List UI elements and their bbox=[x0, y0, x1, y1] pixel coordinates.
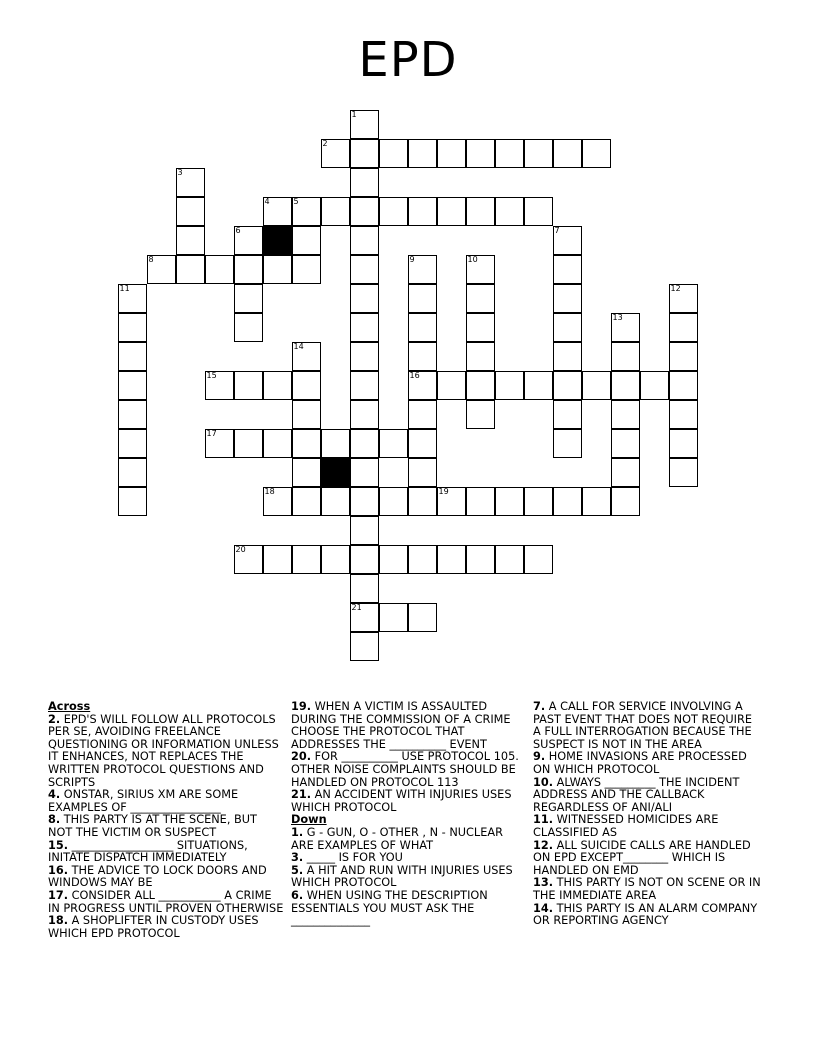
grid-cell[interactable] bbox=[350, 313, 379, 342]
down-clue bbox=[533, 751, 763, 776]
cell-number: 18 bbox=[264, 487, 275, 496]
grid-cell[interactable] bbox=[408, 487, 437, 516]
clue-number: 17. bbox=[48, 888, 69, 902]
grid-cell[interactable] bbox=[553, 313, 582, 342]
across-clue bbox=[48, 890, 284, 915]
clue-number: 15. bbox=[48, 838, 69, 852]
clue-text: ALL SUICIDE CALLS ARE HANDLED ON EPD EXCEPT________ WHICH IS HANDLED ON EMD bbox=[533, 838, 751, 877]
grid-cell[interactable] bbox=[176, 226, 205, 255]
clue-text: A HIT AND RUN WITH INJURIES USES WHICH PROTOCOL bbox=[291, 863, 513, 890]
down-clue bbox=[533, 877, 763, 902]
grid-cell[interactable] bbox=[118, 400, 147, 429]
grid-cell[interactable] bbox=[408, 545, 437, 574]
grid-cell[interactable] bbox=[669, 371, 698, 400]
grid-cell[interactable] bbox=[118, 313, 147, 342]
grid-cell[interactable] bbox=[292, 545, 321, 574]
cell-number: 15 bbox=[206, 371, 217, 380]
grid-cell[interactable] bbox=[350, 226, 379, 255]
clue-text: THIS PARTY IS AT THE SCENE, BUT NOT THE VICTIM OR SUSPECT bbox=[48, 813, 257, 839]
clue-text: __________________ SITUATIONS, INITATE DISPATCH IMMEDIATELY bbox=[48, 838, 248, 865]
grid-cell[interactable] bbox=[379, 429, 408, 458]
grid-cell[interactable] bbox=[118, 284, 147, 313]
grid-cell[interactable] bbox=[350, 574, 379, 603]
grid-cell[interactable] bbox=[495, 371, 524, 400]
grid-cell[interactable] bbox=[292, 400, 321, 429]
clue-number: 11. bbox=[533, 813, 554, 827]
grid-cell[interactable] bbox=[553, 226, 582, 255]
grid-cell[interactable] bbox=[292, 342, 321, 371]
grid-cell[interactable] bbox=[582, 139, 611, 168]
grid-cell[interactable] bbox=[466, 545, 495, 574]
grid-cell[interactable] bbox=[321, 429, 350, 458]
clue-text: THE ADVICE TO LOCK DOORS AND WINDOWS MAY BE bbox=[48, 863, 267, 890]
grid-cell[interactable] bbox=[350, 197, 379, 226]
grid-cell[interactable] bbox=[611, 487, 640, 516]
cell-number: 8 bbox=[148, 255, 154, 264]
grid-cell[interactable] bbox=[350, 371, 379, 400]
cell-number: 6 bbox=[235, 226, 241, 235]
down-clue bbox=[533, 840, 763, 878]
clue-number: 3. bbox=[291, 851, 304, 865]
grid-cell[interactable] bbox=[495, 545, 524, 574]
grid-cell[interactable] bbox=[611, 458, 640, 487]
cell-number: 12 bbox=[670, 284, 681, 293]
clue-number: 7. bbox=[533, 700, 546, 713]
grid-cell[interactable] bbox=[408, 313, 437, 342]
grid-cell[interactable] bbox=[524, 197, 553, 226]
across-header: Across bbox=[48, 700, 91, 713]
grid-cell[interactable] bbox=[234, 429, 263, 458]
grid-cell[interactable] bbox=[350, 603, 379, 632]
grid-cell[interactable] bbox=[437, 139, 466, 168]
grid-cell[interactable] bbox=[669, 342, 698, 371]
grid-cell[interactable] bbox=[118, 487, 147, 516]
grid-cell[interactable] bbox=[408, 197, 437, 226]
across-clue bbox=[48, 814, 284, 839]
grid-cell[interactable] bbox=[611, 342, 640, 371]
grid-cell[interactable] bbox=[350, 284, 379, 313]
cell-number: 5 bbox=[293, 197, 299, 206]
down-clue bbox=[533, 814, 763, 839]
down-clue bbox=[291, 865, 523, 890]
grid-cell[interactable] bbox=[379, 197, 408, 226]
clue-text: G - GUN, O - OTHER , N - NUCLEAR ARE EXAMPLES OF WHAT bbox=[291, 825, 503, 852]
across-clue-list bbox=[48, 714, 284, 941]
clue-number: 10. bbox=[533, 775, 554, 789]
black-cell bbox=[321, 458, 350, 487]
grid-cell[interactable] bbox=[582, 371, 611, 400]
grid-cell[interactable] bbox=[118, 429, 147, 458]
grid-cell[interactable] bbox=[408, 371, 437, 400]
cell-number: 3 bbox=[177, 168, 183, 177]
grid-cell[interactable] bbox=[408, 429, 437, 458]
grid-cell[interactable] bbox=[466, 342, 495, 371]
cell-number: 21 bbox=[351, 603, 362, 612]
clue-text: _____ IS FOR YOU bbox=[306, 851, 403, 865]
grid-cell[interactable] bbox=[408, 603, 437, 632]
cell-number: 20 bbox=[235, 545, 246, 554]
down-clue-list-cont bbox=[533, 701, 763, 928]
clue-number: 19. bbox=[291, 700, 312, 713]
across-clue bbox=[48, 840, 284, 865]
grid-cell[interactable] bbox=[292, 371, 321, 400]
grid-cell[interactable] bbox=[118, 458, 147, 487]
grid-cell[interactable] bbox=[611, 429, 640, 458]
grid-cell[interactable] bbox=[292, 226, 321, 255]
grid-cell[interactable] bbox=[408, 284, 437, 313]
grid-cell[interactable] bbox=[350, 632, 379, 661]
clues-column-3 bbox=[533, 701, 763, 928]
clue-number: 18. bbox=[48, 914, 69, 928]
grid-cell[interactable] bbox=[408, 342, 437, 371]
clue-number: 21. bbox=[291, 788, 312, 802]
clue-number: 16. bbox=[48, 863, 69, 877]
down-clue bbox=[291, 827, 523, 852]
grid-cell[interactable] bbox=[350, 516, 379, 545]
grid-cell[interactable] bbox=[292, 429, 321, 458]
clue-text: HOME INVASIONS ARE PROCESSED ON WHICH PROTOCOL bbox=[533, 750, 747, 776]
clue-text: ONSTAR, SIRIUS XM ARE SOME EXAMPLES OF ________________ bbox=[48, 788, 239, 814]
grid-cell[interactable] bbox=[147, 255, 176, 284]
grid-cell[interactable] bbox=[669, 400, 698, 429]
grid-cell[interactable] bbox=[321, 487, 350, 516]
grid-cell[interactable] bbox=[524, 371, 553, 400]
grid-cell[interactable] bbox=[611, 313, 640, 342]
across-clue bbox=[48, 915, 284, 940]
across-clue bbox=[291, 701, 523, 751]
grid-cell[interactable] bbox=[379, 487, 408, 516]
grid-cell[interactable] bbox=[408, 400, 437, 429]
grid-cell[interactable] bbox=[350, 168, 379, 197]
grid-cell[interactable] bbox=[495, 197, 524, 226]
grid-cell[interactable] bbox=[234, 255, 263, 284]
grid-cell[interactable] bbox=[350, 255, 379, 284]
cell-number: 7 bbox=[554, 226, 560, 235]
grid-cell[interactable] bbox=[466, 255, 495, 284]
grid-cell[interactable] bbox=[292, 458, 321, 487]
grid-cell[interactable] bbox=[176, 255, 205, 284]
cell-number: 9 bbox=[409, 255, 415, 264]
cell-number: 17 bbox=[206, 429, 217, 438]
grid-cell[interactable] bbox=[466, 197, 495, 226]
grid-cell[interactable] bbox=[350, 139, 379, 168]
grid-cell[interactable] bbox=[263, 545, 292, 574]
down-clue bbox=[533, 777, 763, 815]
grid-cell[interactable] bbox=[466, 400, 495, 429]
grid-cell[interactable] bbox=[292, 197, 321, 226]
clue-number: 6. bbox=[291, 888, 304, 902]
clue-number: 13. bbox=[533, 876, 554, 890]
grid-cell[interactable] bbox=[495, 139, 524, 168]
clue-number: 1. bbox=[291, 825, 304, 839]
grid-cell[interactable] bbox=[466, 487, 495, 516]
grid-cell[interactable] bbox=[669, 429, 698, 458]
grid-cell[interactable] bbox=[553, 400, 582, 429]
clue-number: 2. bbox=[48, 712, 61, 726]
grid-cell[interactable] bbox=[263, 487, 292, 516]
cell-number: 10 bbox=[467, 255, 478, 264]
grid-cell[interactable] bbox=[495, 487, 524, 516]
grid-cell[interactable] bbox=[234, 313, 263, 342]
grid-cell[interactable] bbox=[553, 255, 582, 284]
grid-cell[interactable] bbox=[350, 342, 379, 371]
grid-cell[interactable] bbox=[582, 487, 611, 516]
black-cell bbox=[263, 226, 292, 255]
grid-cell[interactable] bbox=[611, 400, 640, 429]
down-clue bbox=[291, 890, 523, 928]
grid-cell[interactable] bbox=[379, 545, 408, 574]
grid-cell[interactable] bbox=[263, 371, 292, 400]
grid-cell[interactable] bbox=[553, 429, 582, 458]
clue-number: 5. bbox=[291, 863, 304, 877]
down-clue bbox=[533, 903, 763, 928]
clue-text: WHEN A VICTIM IS ASSAULTED DURING THE COMMISSION OF A CRIME CHOOSE THE PROTOCOL THAT ADDRESSES THE __________ EVENT bbox=[291, 700, 511, 751]
clue-text: A SHOPLIFTER IN CUSTODY USES WHICH EPD PROTOCOL bbox=[48, 914, 259, 940]
across-clue-list-cont bbox=[291, 701, 523, 814]
grid-cell[interactable] bbox=[669, 284, 698, 313]
clue-text: A CALL FOR SERVICE INVOLVING A PAST EVENT THAT DOES NOT REQUIRE A FULL INTERROGATION BECAUSE THE SUSPECT IS NOT IN THE AREA bbox=[533, 700, 752, 751]
grid-cell[interactable] bbox=[176, 197, 205, 226]
grid-cell[interactable] bbox=[553, 284, 582, 313]
grid-cell[interactable] bbox=[292, 487, 321, 516]
grid-cell[interactable] bbox=[408, 255, 437, 284]
grid-cell[interactable] bbox=[553, 342, 582, 371]
grid-cell[interactable] bbox=[350, 110, 379, 139]
grid-cell[interactable] bbox=[466, 313, 495, 342]
clue-text: THIS PARTY IS NOT ON SCENE OR IN THE IMMEDIATE AREA bbox=[533, 876, 761, 902]
grid-cell[interactable] bbox=[321, 197, 350, 226]
grid-cell[interactable] bbox=[553, 487, 582, 516]
grid-cell[interactable] bbox=[640, 371, 669, 400]
clue-text: EPD'S WILL FOLLOW ALL PROTOCOLS PER SE, AVOIDING FREELANCE QUESTIONING OR INFORMATION UNLESS IT ENHANCES, NOT REPLACES THE WRITTEN PROTOCOL QUESTIONS AND SCRIPTS bbox=[48, 712, 279, 789]
clue-text: CONSIDER ALL ___________ A CRIME IN PROGRESS UNTIL PROVEN OTHERWISE bbox=[48, 888, 284, 915]
grid-cell[interactable] bbox=[379, 139, 408, 168]
clue-text: ALWAYS _________ THE INCIDENT ADDRESS AND THE CALLBACK REGARDLESS OF ANI/ALI bbox=[533, 775, 740, 814]
grid-cell[interactable] bbox=[350, 487, 379, 516]
grid-cell[interactable] bbox=[350, 545, 379, 574]
grid-cell[interactable] bbox=[263, 429, 292, 458]
grid-cell[interactable] bbox=[350, 429, 379, 458]
grid-cell[interactable] bbox=[669, 458, 698, 487]
grid-cell[interactable] bbox=[350, 400, 379, 429]
grid-cell[interactable] bbox=[408, 139, 437, 168]
grid-cell[interactable] bbox=[669, 313, 698, 342]
grid-cell[interactable] bbox=[321, 139, 350, 168]
clue-text: WHEN USING THE DESCRIPTION ESSENTIALS YOU MUST ASK THE ______________ bbox=[291, 888, 488, 928]
down-clue-list bbox=[291, 827, 523, 928]
grid-cell[interactable] bbox=[118, 342, 147, 371]
clues-column-1 bbox=[48, 701, 284, 940]
cell-number: 2 bbox=[322, 139, 328, 148]
cell-number: 14 bbox=[293, 342, 304, 351]
across-clue bbox=[48, 865, 284, 890]
grid-cell[interactable] bbox=[379, 603, 408, 632]
clue-text: FOR __________ USE PROTOCOL 105. OTHER NOISE COMPLAINTS SHOULD BE HANDLED ON PROTOCOL 113 bbox=[291, 750, 519, 789]
grid-cell[interactable] bbox=[437, 545, 466, 574]
grid-cell[interactable] bbox=[466, 371, 495, 400]
grid-cell[interactable] bbox=[437, 371, 466, 400]
grid-cell[interactable] bbox=[350, 458, 379, 487]
grid-cell[interactable] bbox=[118, 371, 147, 400]
clue-text: THIS PARTY IS AN ALARM COMPANY OR REPORTING AGENCY bbox=[533, 901, 758, 928]
grid-cell[interactable] bbox=[263, 197, 292, 226]
grid-cell[interactable] bbox=[408, 458, 437, 487]
down-header: Down bbox=[291, 813, 327, 827]
grid-cell[interactable] bbox=[466, 139, 495, 168]
cell-number: 16 bbox=[409, 371, 420, 380]
clue-number: 20. bbox=[291, 750, 312, 764]
grid-cell[interactable] bbox=[524, 545, 553, 574]
clue-number: 4. bbox=[48, 788, 61, 802]
puzzle-title: EPD bbox=[358, 32, 458, 88]
grid-cell[interactable] bbox=[553, 371, 582, 400]
clue-number: 8. bbox=[48, 813, 61, 827]
cell-number: 4 bbox=[264, 197, 270, 206]
clue-text: WITNESSED HOMICIDES ARE CLASSIFIED AS bbox=[533, 813, 719, 839]
clue-number: 9. bbox=[533, 750, 546, 764]
grid-cell[interactable] bbox=[234, 226, 263, 255]
grid-cell[interactable] bbox=[205, 255, 234, 284]
clue-text: AN ACCIDENT WITH INJURIES USES WHICH PROTOCOL bbox=[291, 788, 512, 814]
grid-cell[interactable] bbox=[176, 168, 205, 197]
clues-column-2 bbox=[291, 701, 523, 928]
clue-number: 14. bbox=[533, 901, 554, 915]
across-clue bbox=[48, 714, 284, 790]
grid-cell[interactable] bbox=[466, 284, 495, 313]
across-clue bbox=[291, 751, 523, 789]
cell-number: 1 bbox=[351, 110, 357, 119]
across-clue bbox=[48, 789, 284, 814]
grid-cell[interactable] bbox=[205, 371, 234, 400]
cell-number: 11 bbox=[119, 284, 130, 293]
grid-cell[interactable] bbox=[205, 429, 234, 458]
grid-cell[interactable] bbox=[524, 139, 553, 168]
grid-cell[interactable] bbox=[611, 371, 640, 400]
grid-cell[interactable] bbox=[263, 255, 292, 284]
clue-number: 12. bbox=[533, 838, 554, 852]
grid-cell[interactable] bbox=[321, 545, 350, 574]
grid-cell[interactable] bbox=[553, 139, 582, 168]
grid-cell[interactable] bbox=[234, 284, 263, 313]
grid-cell[interactable] bbox=[437, 197, 466, 226]
across-clue bbox=[291, 789, 523, 814]
grid-cell[interactable] bbox=[234, 545, 263, 574]
grid-cell[interactable] bbox=[524, 487, 553, 516]
cell-number: 13 bbox=[612, 313, 623, 322]
cell-number: 19 bbox=[438, 487, 449, 496]
grid-cell[interactable] bbox=[292, 255, 321, 284]
down-clue bbox=[533, 701, 763, 751]
grid-cell[interactable] bbox=[437, 487, 466, 516]
grid-cell[interactable] bbox=[234, 371, 263, 400]
